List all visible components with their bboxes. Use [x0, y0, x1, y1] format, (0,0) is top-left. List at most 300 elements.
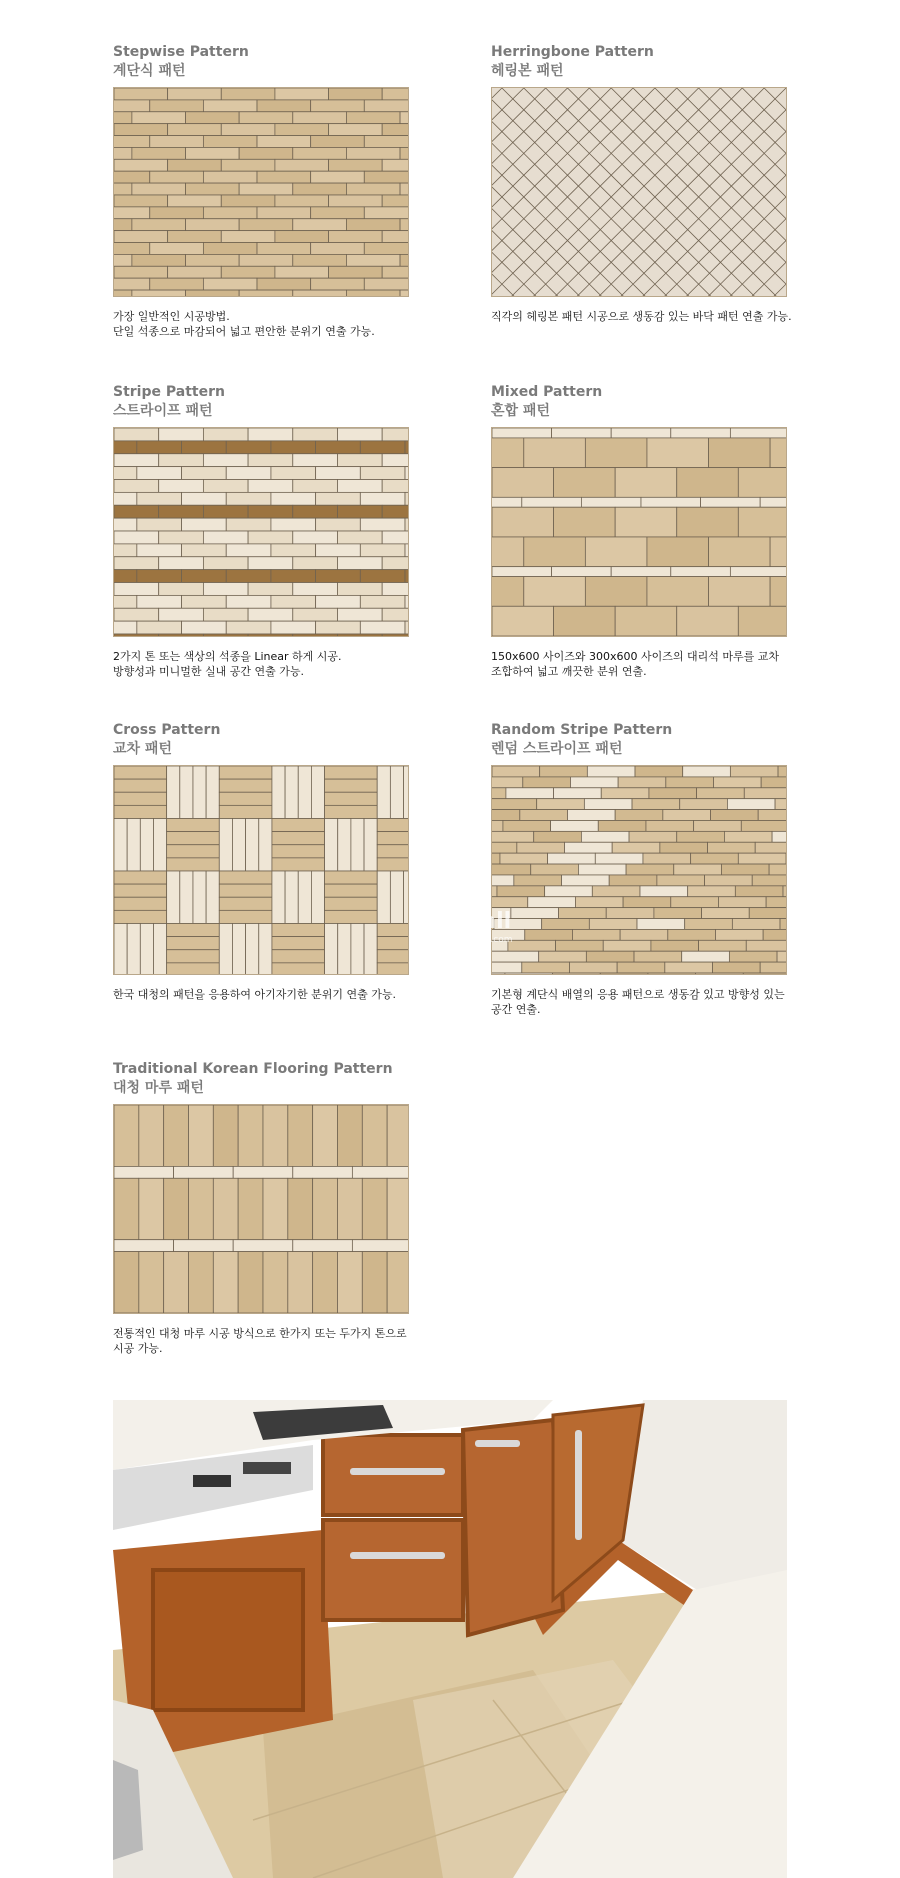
tile-piece — [738, 468, 786, 498]
pattern-description — [491, 649, 821, 679]
tile-piece — [153, 923, 166, 974]
tile-piece — [180, 766, 193, 818]
tile-piece — [271, 441, 316, 454]
tile-piece — [226, 544, 271, 557]
tile-piece — [275, 195, 329, 207]
tile-piece — [114, 923, 127, 974]
tile-piece — [382, 428, 408, 441]
tile-piece — [186, 290, 240, 296]
tile-piece — [164, 1105, 189, 1166]
tile-piece — [699, 940, 747, 951]
tile-piece — [603, 940, 651, 951]
tile-piece — [730, 766, 778, 777]
tile-piece — [732, 919, 780, 930]
tile-piece — [763, 929, 786, 940]
tile-piece — [316, 518, 361, 531]
tile-piece — [400, 219, 408, 231]
tile-piece — [337, 531, 382, 544]
tile-piece — [272, 937, 325, 950]
tile-piece — [647, 537, 709, 567]
tile-piece — [257, 243, 311, 255]
tile-piece — [752, 875, 786, 886]
tile-piece — [137, 441, 182, 454]
desc-line: 시공 가능. — [113, 1342, 163, 1355]
tile-piece — [520, 810, 568, 821]
tile-piece — [168, 266, 222, 278]
tile-piece — [671, 567, 731, 577]
tile-piece — [575, 897, 623, 908]
tile-piece — [219, 792, 272, 805]
tile-piece — [492, 853, 500, 864]
tile-piece — [611, 567, 671, 577]
tile-piece — [587, 766, 635, 777]
tile-piece — [114, 100, 150, 112]
tile-piece — [758, 810, 786, 821]
tile-piece — [168, 88, 222, 100]
tile-piece — [293, 480, 338, 493]
tile-piece — [219, 779, 272, 792]
tile-piece — [127, 923, 140, 974]
tile-piece — [615, 507, 677, 537]
tile-piece — [337, 454, 382, 467]
tile-piece — [167, 818, 220, 831]
tile-piece — [182, 595, 227, 608]
tile-piece — [114, 454, 159, 467]
tile-piece — [219, 923, 232, 974]
tile-piece — [219, 884, 272, 897]
tile-piece — [360, 595, 405, 608]
tile-piece — [188, 1178, 213, 1239]
tile-piece — [337, 1105, 362, 1166]
tile-piece — [680, 799, 728, 810]
tile-piece — [562, 875, 610, 886]
tile-piece — [382, 124, 408, 136]
tile-piece — [316, 492, 361, 505]
tile-piece — [257, 136, 311, 148]
pattern-title-en: Stepwise Pattern — [113, 44, 249, 60]
pattern-description — [491, 987, 821, 1017]
tile-piece — [137, 621, 182, 634]
tile-piece — [351, 818, 364, 870]
tile-piece — [360, 441, 405, 454]
tile-piece — [643, 853, 691, 864]
tile-piece — [139, 1252, 164, 1313]
tile-piece — [524, 577, 586, 607]
tile-piece — [708, 842, 756, 853]
tile-piece — [219, 766, 272, 779]
tile-piece — [540, 766, 588, 777]
tile-piece — [219, 818, 232, 870]
tile-piece — [697, 788, 745, 799]
tile-piece — [387, 1105, 408, 1166]
pattern-description — [113, 987, 443, 1002]
tile-piece — [226, 492, 271, 505]
tile-piece — [275, 231, 329, 243]
tile-piece — [114, 544, 137, 557]
cross-pattern-image — [113, 765, 409, 975]
pattern-herringbone — [491, 43, 792, 323]
pattern-korean-flooring — [113, 1060, 413, 1355]
tile-piece — [213, 1252, 238, 1313]
tile-piece — [738, 853, 786, 864]
desc-line: 전통적인 대청 마루 시공 방식으로 한가지 또는 두가지 톤으로 — [113, 1327, 407, 1340]
tile-piece — [203, 531, 248, 544]
tile-piece — [492, 606, 554, 636]
tile-piece — [623, 897, 671, 908]
tile-piece — [688, 886, 736, 897]
tile-piece — [167, 950, 220, 963]
tile-piece — [114, 480, 159, 493]
tile-piece — [382, 195, 408, 207]
desc-line: 한국 대청의 패턴을 응용하여 아기자기한 분위기 연출 가능. — [113, 988, 396, 1001]
tile-piece — [316, 441, 361, 454]
tile-piece — [400, 112, 408, 124]
tile-piece — [203, 171, 257, 183]
tile-piece — [313, 1105, 338, 1166]
tile-piece — [213, 1105, 238, 1166]
tile-piece — [139, 1178, 164, 1239]
tile-piece — [114, 518, 137, 531]
tile-piece — [239, 219, 293, 231]
tile-piece — [615, 606, 677, 636]
tile-piece — [272, 845, 325, 858]
tile-piece — [257, 207, 311, 219]
desc-line: 2가지 톤 또는 색상의 석종을 Linear 하게 시공. — [113, 650, 342, 663]
tile-piece — [272, 766, 285, 818]
tile-piece — [640, 886, 688, 897]
tile-piece — [744, 788, 786, 799]
tile-piece — [657, 875, 705, 886]
pattern-stripe — [113, 383, 413, 678]
tile-piece — [325, 779, 378, 792]
tile-piece — [337, 1178, 362, 1239]
tile-piece — [132, 183, 186, 195]
tile-piece — [259, 818, 272, 870]
tile-piece — [114, 505, 159, 518]
tile-piece — [203, 583, 248, 596]
tile-piece — [382, 531, 408, 544]
tile-piece — [654, 908, 702, 919]
tile-piece — [531, 864, 579, 875]
tile-piece — [132, 147, 186, 159]
tile-piece — [226, 467, 271, 480]
tile-piece — [271, 621, 316, 634]
tile-piece — [377, 845, 408, 858]
tile-piece — [221, 195, 275, 207]
tile-piece — [729, 951, 777, 962]
tile-piece — [523, 777, 571, 788]
tile-piece — [553, 973, 601, 974]
tile-piece — [492, 428, 552, 438]
tile-piece — [709, 577, 771, 607]
tile-piece — [770, 537, 786, 567]
tile-piece — [114, 897, 167, 910]
tile-piece — [405, 441, 408, 454]
tile-piece — [272, 950, 325, 963]
tile-piece — [730, 428, 786, 438]
tile-piece — [666, 777, 714, 788]
tile-piece — [293, 634, 338, 636]
tile-piece — [203, 243, 257, 255]
tile-piece — [338, 923, 351, 974]
tile-piece — [711, 810, 759, 821]
tile-piece — [271, 544, 316, 557]
tile-piece — [114, 1105, 139, 1166]
tile-piece — [311, 243, 365, 255]
tile-piece — [313, 1252, 338, 1313]
tile-piece — [193, 871, 206, 923]
tile-piece — [127, 818, 140, 870]
tile-piece — [164, 1252, 189, 1313]
tile-piece — [377, 766, 390, 818]
tile-piece — [188, 1252, 213, 1313]
tile-piece — [647, 438, 709, 468]
tile-piece — [554, 468, 616, 498]
desc-line: 150x600 사이즈와 300x600 사이즈의 대리석 마루를 교차 — [491, 650, 779, 663]
tile-piece — [298, 871, 311, 923]
tile-piece — [492, 810, 520, 821]
tile-piece — [362, 1178, 387, 1239]
tile-piece — [346, 219, 400, 231]
tile-piece — [232, 818, 245, 870]
pattern-description — [491, 309, 821, 324]
tile-piece — [738, 507, 786, 537]
tile-piece — [404, 766, 408, 818]
tile-piece — [293, 454, 338, 467]
tile-piece — [168, 159, 222, 171]
tile-piece — [775, 799, 786, 810]
tile-piece — [382, 159, 408, 171]
tile-piece — [193, 766, 206, 818]
tile-piece — [316, 467, 361, 480]
tile-piece — [293, 505, 338, 518]
tile-piece — [770, 438, 786, 468]
tile-piece — [671, 428, 731, 438]
tile-piece — [248, 583, 293, 596]
tile-piece — [360, 570, 405, 583]
tile-piece — [114, 278, 150, 290]
tile-piece — [137, 467, 182, 480]
tile-piece — [159, 583, 204, 596]
tile-piece — [674, 864, 722, 875]
tile-piece — [238, 1178, 263, 1239]
tile-piece — [554, 606, 616, 636]
tile-piece — [778, 766, 786, 777]
tile-piece — [186, 112, 240, 124]
tile-piece — [749, 908, 786, 919]
tile-piece — [275, 124, 329, 136]
tile-piece — [150, 207, 204, 219]
tile-piece — [382, 266, 408, 278]
desc-line: 조합하여 넓고 깨끗한 분위 연출. — [491, 665, 647, 678]
tile-piece — [405, 518, 408, 531]
tile-piece — [272, 963, 325, 974]
tile-piece — [188, 1105, 213, 1166]
tile-piece — [275, 159, 329, 171]
tile-piece — [615, 468, 677, 498]
tile-piece — [203, 634, 248, 636]
tile-piece — [186, 183, 240, 195]
tile-piece — [248, 608, 293, 621]
tile-piece — [238, 1252, 263, 1313]
tile-piece — [316, 544, 361, 557]
tile-piece — [168, 195, 222, 207]
tile-piece — [203, 207, 257, 219]
tile-piece — [405, 467, 408, 480]
tile-piece — [203, 278, 257, 290]
tile-piece — [159, 608, 204, 621]
tile-piece — [248, 557, 293, 570]
stripe-pattern-image — [113, 427, 409, 637]
tile-piece — [556, 940, 604, 951]
tile-piece — [114, 254, 132, 266]
tile-piece — [735, 886, 783, 897]
tile-piece — [298, 766, 311, 818]
tile-piece — [203, 557, 248, 570]
tile-piece — [578, 864, 626, 875]
tile-piece — [114, 570, 137, 583]
tile-piece — [221, 88, 275, 100]
tile-piece — [325, 884, 378, 897]
tile-piece — [701, 497, 761, 507]
tile-piece — [203, 480, 248, 493]
tile-piece — [346, 112, 400, 124]
tile-piece — [132, 112, 186, 124]
tile-piece — [114, 1166, 174, 1178]
tile-piece — [677, 507, 739, 537]
tile-piece — [114, 428, 159, 441]
tile-piece — [551, 820, 599, 831]
tile-piece — [492, 537, 524, 567]
tile-piece — [114, 441, 137, 454]
pattern-title-en: Stripe Pattern — [113, 384, 225, 400]
tile-piece — [382, 88, 408, 100]
tile-piece — [492, 886, 497, 897]
tile-piece — [405, 595, 408, 608]
tile-piece — [288, 1252, 313, 1313]
tile-piece — [545, 886, 593, 897]
tile-piece — [293, 112, 347, 124]
tile-piece — [337, 634, 382, 636]
tile-piece — [405, 570, 408, 583]
pattern-title-en: Mixed Pattern — [491, 384, 603, 400]
tile-piece — [400, 183, 408, 195]
tile-piece — [337, 505, 382, 518]
tile-piece — [360, 621, 405, 634]
tile-piece — [139, 1105, 164, 1166]
tile-piece — [257, 171, 311, 183]
tile-piece — [248, 505, 293, 518]
tile-piece — [766, 897, 786, 908]
tile-piece — [598, 820, 646, 831]
tile-piece — [492, 777, 523, 788]
tile-piece — [137, 544, 182, 557]
tile-piece — [351, 923, 364, 974]
tile-piece — [377, 858, 408, 871]
tile-piece — [632, 799, 680, 810]
tile-piece — [629, 831, 677, 842]
tile-piece — [677, 468, 739, 498]
tile-piece — [293, 1240, 353, 1252]
tile-piece — [180, 871, 193, 923]
korean-flooring-pattern-image — [113, 1104, 409, 1314]
tile-piece — [114, 195, 168, 207]
tile-piece — [730, 567, 786, 577]
pattern-title-ko: 스트라이프 패턴 — [113, 403, 213, 419]
tile-piece — [238, 1105, 263, 1166]
tile-piece — [772, 831, 786, 842]
tile-piece — [492, 951, 539, 962]
tile-piece — [221, 159, 275, 171]
tile-piece — [248, 634, 293, 636]
tile-piece — [219, 871, 272, 884]
tile-piece — [517, 842, 565, 853]
tile-piece — [325, 766, 378, 779]
kitchen-floor-photo — [113, 1400, 787, 1878]
tile-piece — [364, 207, 408, 219]
tile-piece — [159, 454, 204, 467]
tile-piece — [648, 973, 696, 974]
tile-piece — [761, 777, 786, 788]
tile-piece — [709, 537, 771, 567]
pattern-random-stripe — [491, 721, 791, 1016]
tile-piece — [492, 864, 531, 875]
tile-piece — [219, 897, 272, 910]
tile-piece — [164, 1178, 189, 1239]
tile-piece — [537, 799, 585, 810]
tile-piece — [569, 962, 617, 973]
tile-piece — [114, 818, 127, 870]
tile-piece — [206, 871, 219, 923]
tile-piece — [377, 950, 408, 963]
tile-piece — [239, 290, 293, 296]
tile-piece — [641, 497, 701, 507]
tile-piece — [275, 266, 329, 278]
tile-piece — [724, 831, 772, 842]
tile-piece — [634, 951, 682, 962]
tile-piece — [311, 136, 365, 148]
tile-piece — [647, 577, 709, 607]
tile-piece — [337, 428, 382, 441]
tile-piece — [552, 567, 612, 577]
tile-piece — [715, 929, 763, 940]
tile-piece — [649, 788, 697, 799]
tile-piece — [114, 621, 137, 634]
tile-piece — [377, 832, 408, 845]
watermark — [398, 910, 538, 946]
tile-piece — [346, 183, 400, 195]
tile-piece — [174, 1166, 234, 1178]
tile-piece — [382, 454, 408, 467]
tile-piece — [635, 766, 683, 777]
tile-piece — [584, 799, 632, 810]
tile-piece — [203, 428, 248, 441]
tile-piece — [595, 853, 643, 864]
tile-piece — [405, 621, 408, 634]
tile-piece — [293, 557, 338, 570]
tile-piece — [364, 818, 377, 870]
tile-piece — [167, 963, 220, 974]
tile-piece — [337, 480, 382, 493]
tile-piece — [150, 278, 204, 290]
tile-piece — [387, 1178, 408, 1239]
tile-piece — [492, 766, 540, 777]
tile-piece — [554, 788, 602, 799]
tile-piece — [325, 910, 378, 923]
pattern-title-ko: 헤링본 패턴 — [491, 63, 564, 79]
tile-piece — [514, 875, 562, 886]
tile-piece — [285, 871, 298, 923]
